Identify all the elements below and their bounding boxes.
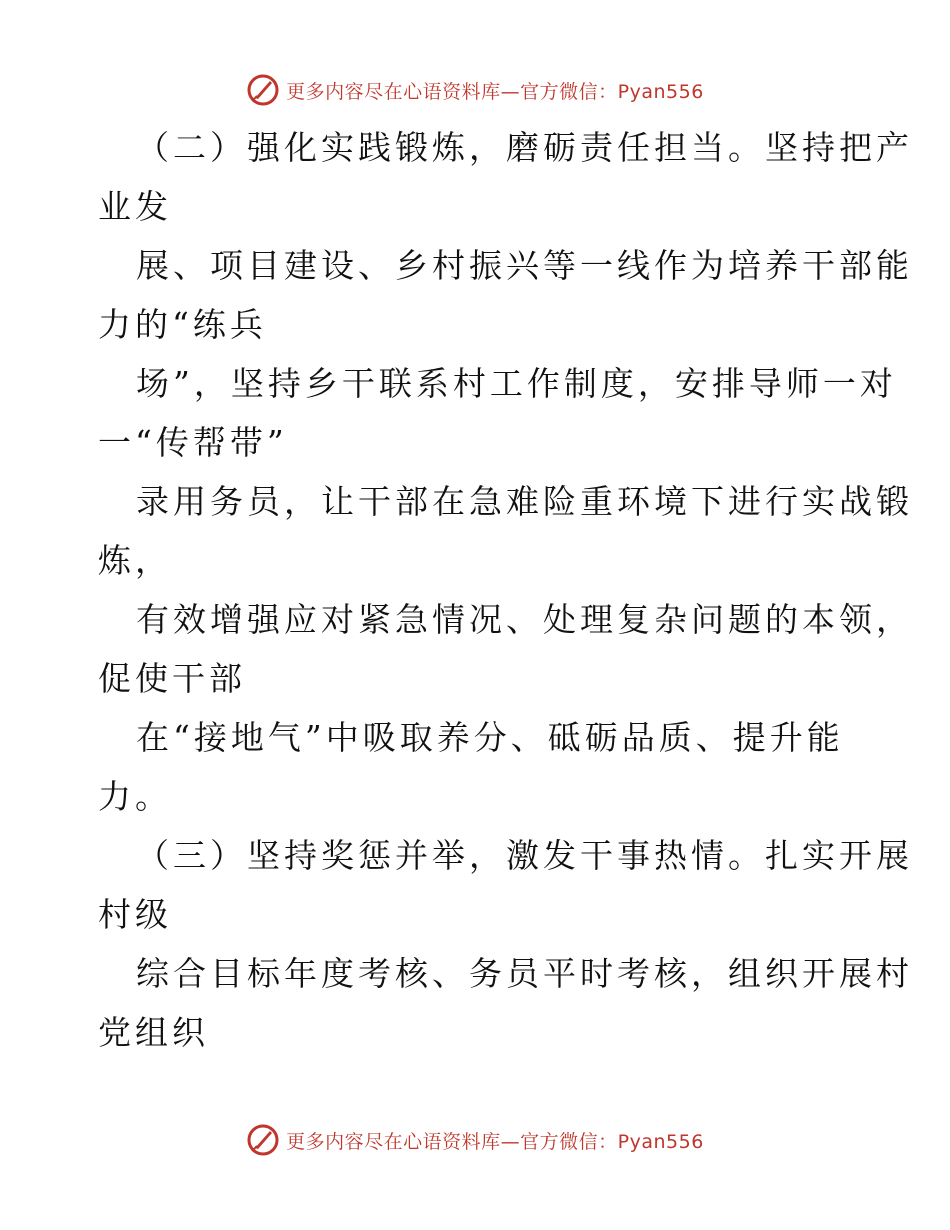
text-line: 力。 xyxy=(98,777,172,816)
text-line: 展、项目建设、乡村振兴等一线作为培养干部能 xyxy=(136,246,913,285)
text-line: 业发 xyxy=(98,187,172,226)
watermark-text: 更多内容尽在心语资料库—官方微信：Pyan556 xyxy=(286,80,704,103)
feather-pen-circle-icon xyxy=(246,73,280,107)
text-line: 村级 xyxy=(98,895,172,934)
document-body xyxy=(98,118,913,1062)
feather-pen-circle-icon xyxy=(246,1123,280,1157)
text-line: 促使干部 xyxy=(98,659,246,698)
footer-watermark xyxy=(0,1120,950,1160)
text-line: （二）强化实践锻炼，磨砺责任担当。坚持把产 xyxy=(136,128,913,167)
header-watermark xyxy=(0,70,950,110)
text-line: 党组织 xyxy=(98,1013,209,1052)
watermark-text: 更多内容尽在心语资料库—官方微信：Pyan556 xyxy=(286,1130,704,1153)
text-line: 炼， xyxy=(98,541,172,580)
text-line: 力的“练兵 xyxy=(98,305,267,344)
text-line: （三）坚持奖惩并举，激发干事热情。扎实开展 xyxy=(136,836,913,875)
text-line: 有效增强应对紧急情况、处理复杂问题的本领， xyxy=(136,600,913,639)
text-line: 场”，坚持乡干联系村工作制度，安排导师一对 xyxy=(136,364,897,403)
text-line: 录用务员，让干部在急难险重环境下进行实战锻 xyxy=(136,482,913,521)
text-line: 综合目标年度考核、务员平时考核，组织开展村 xyxy=(136,954,913,993)
text-line: 在“接地气”中吸取养分、砥砺品质、提升能 xyxy=(136,718,844,757)
text-line: 一“传帮带” xyxy=(98,423,288,462)
